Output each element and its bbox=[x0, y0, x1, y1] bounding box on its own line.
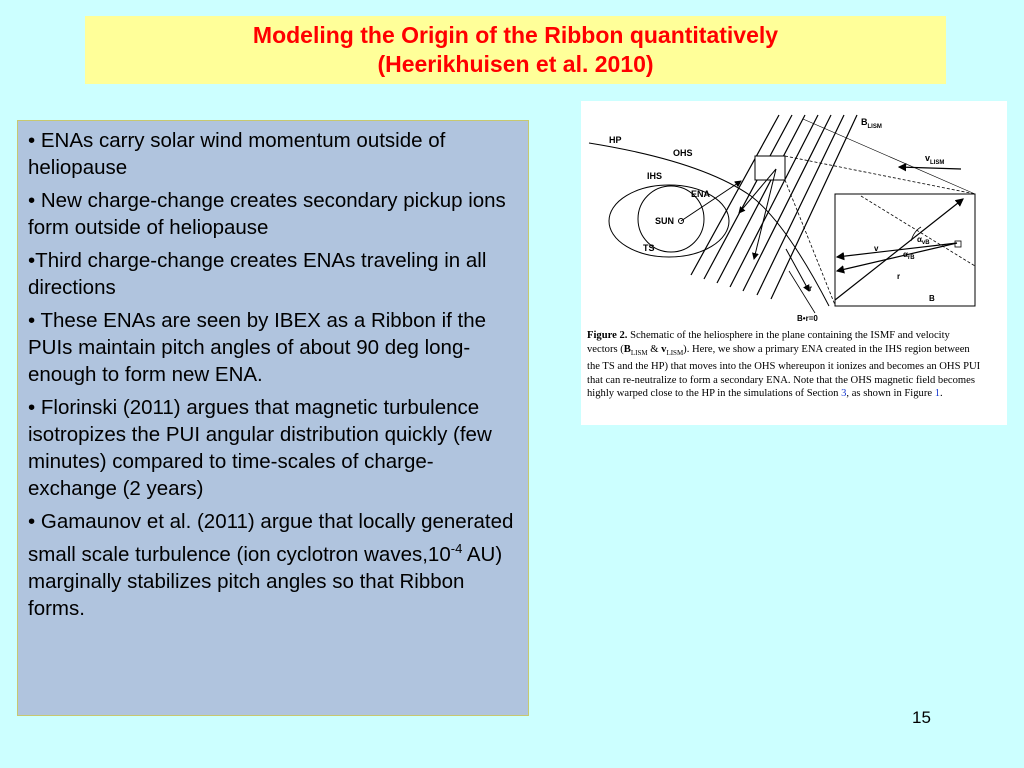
magnetic-field-lines bbox=[691, 115, 857, 299]
slide-title-line2: (Heerikhuisen et al. 2010) bbox=[377, 51, 654, 77]
section-link[interactable]: 3 bbox=[841, 388, 847, 400]
inset-v-vector bbox=[837, 243, 957, 257]
connector-line bbox=[785, 156, 975, 194]
ohs-label: OHS bbox=[673, 148, 693, 158]
bullet-item: •Third charge-change creates ENAs traveling in all directions bbox=[28, 249, 487, 299]
v-lism-label: $v_{LISM}$ bbox=[925, 153, 945, 166]
b-inset-label: B bbox=[929, 294, 935, 303]
alpha-vb-label: $\alpha_{vB}$ bbox=[917, 235, 930, 246]
page-number: 15 bbox=[912, 708, 931, 727]
bullet-item: • Florinski (2011) argues that magnetic turbulence isotropizes the PUI angular distribution quickly (few minutes) compared to time-scales of charge-exchange (2 years) bbox=[28, 396, 492, 500]
bullet-text: • Gamaunov et al. (2011) argue that locally generated small scale turbulence (ion cyclotron waves,10 bbox=[28, 510, 514, 566]
superscript: -4 bbox=[450, 541, 463, 556]
r-inset-label: r bbox=[897, 272, 901, 281]
sun-label: SUN bbox=[655, 216, 675, 226]
heliosphere-figure bbox=[581, 101, 1007, 425]
heliosphere-schematic bbox=[581, 101, 1007, 329]
right-angle-mark bbox=[955, 241, 961, 247]
alpha-rb-label: $\alpha_{rB}$ bbox=[903, 250, 915, 261]
figure-caption: Figure 2. Schematic of the heliosphere in the plane containing the ISMF and velocity vectors ($B_{LISM}$ & $v_{LISM}$). Here, we show a primary ENA created in the IHS region between the TS and the HP) that moves into the OHS whereupon it ionizes and becomes an OHS PUI that can re-neutralize to form a secondary ENA. Note that the OHS magnetic field becomes highly warped close to the HP in the simulations of Section 3, as shown in Figure 1. bbox=[587, 330, 981, 400]
hp-label: HP bbox=[609, 135, 622, 145]
b-dot-r-label: B•r=0 bbox=[797, 314, 818, 323]
ena-label: ENA bbox=[691, 189, 711, 199]
heliopause-curve bbox=[589, 143, 829, 306]
inset-b-field-line bbox=[861, 196, 975, 266]
bullet-text: AU) marginally stabilizes pitch angles so that Ribbon forms. bbox=[28, 542, 503, 620]
v-lism-arrow bbox=[899, 167, 961, 169]
bullet-item: • These ENAs are seen by IBEX as a Ribbon if the PUIs maintain pitch angles of about 90 deg long-enough to form new ENA. bbox=[28, 309, 487, 386]
r-label: r bbox=[809, 284, 813, 293]
ts-label: TS bbox=[643, 243, 655, 253]
slide-title-box bbox=[85, 16, 946, 84]
connector-line bbox=[803, 119, 975, 194]
bullet-item bbox=[28, 508, 520, 622]
inset-r-vector bbox=[837, 243, 957, 271]
bullet-item: • ENAs carry solar wind momentum outside of heliopause bbox=[28, 129, 446, 179]
v-inset-label: v bbox=[874, 244, 879, 253]
bullet-item: • New charge-change creates secondary pickup ions form outside of heliopause bbox=[28, 189, 506, 239]
slide-title-line1: Modeling the Origin of the Ribbon quantitatively bbox=[252, 22, 779, 48]
figure-link[interactable]: 1 bbox=[934, 388, 940, 400]
bullet-list bbox=[17, 120, 529, 716]
ihs-label: IHS bbox=[647, 171, 663, 181]
b-lism-label: $B_{LISM}$ bbox=[861, 117, 882, 130]
figure-label: Figure 2. bbox=[587, 330, 628, 341]
